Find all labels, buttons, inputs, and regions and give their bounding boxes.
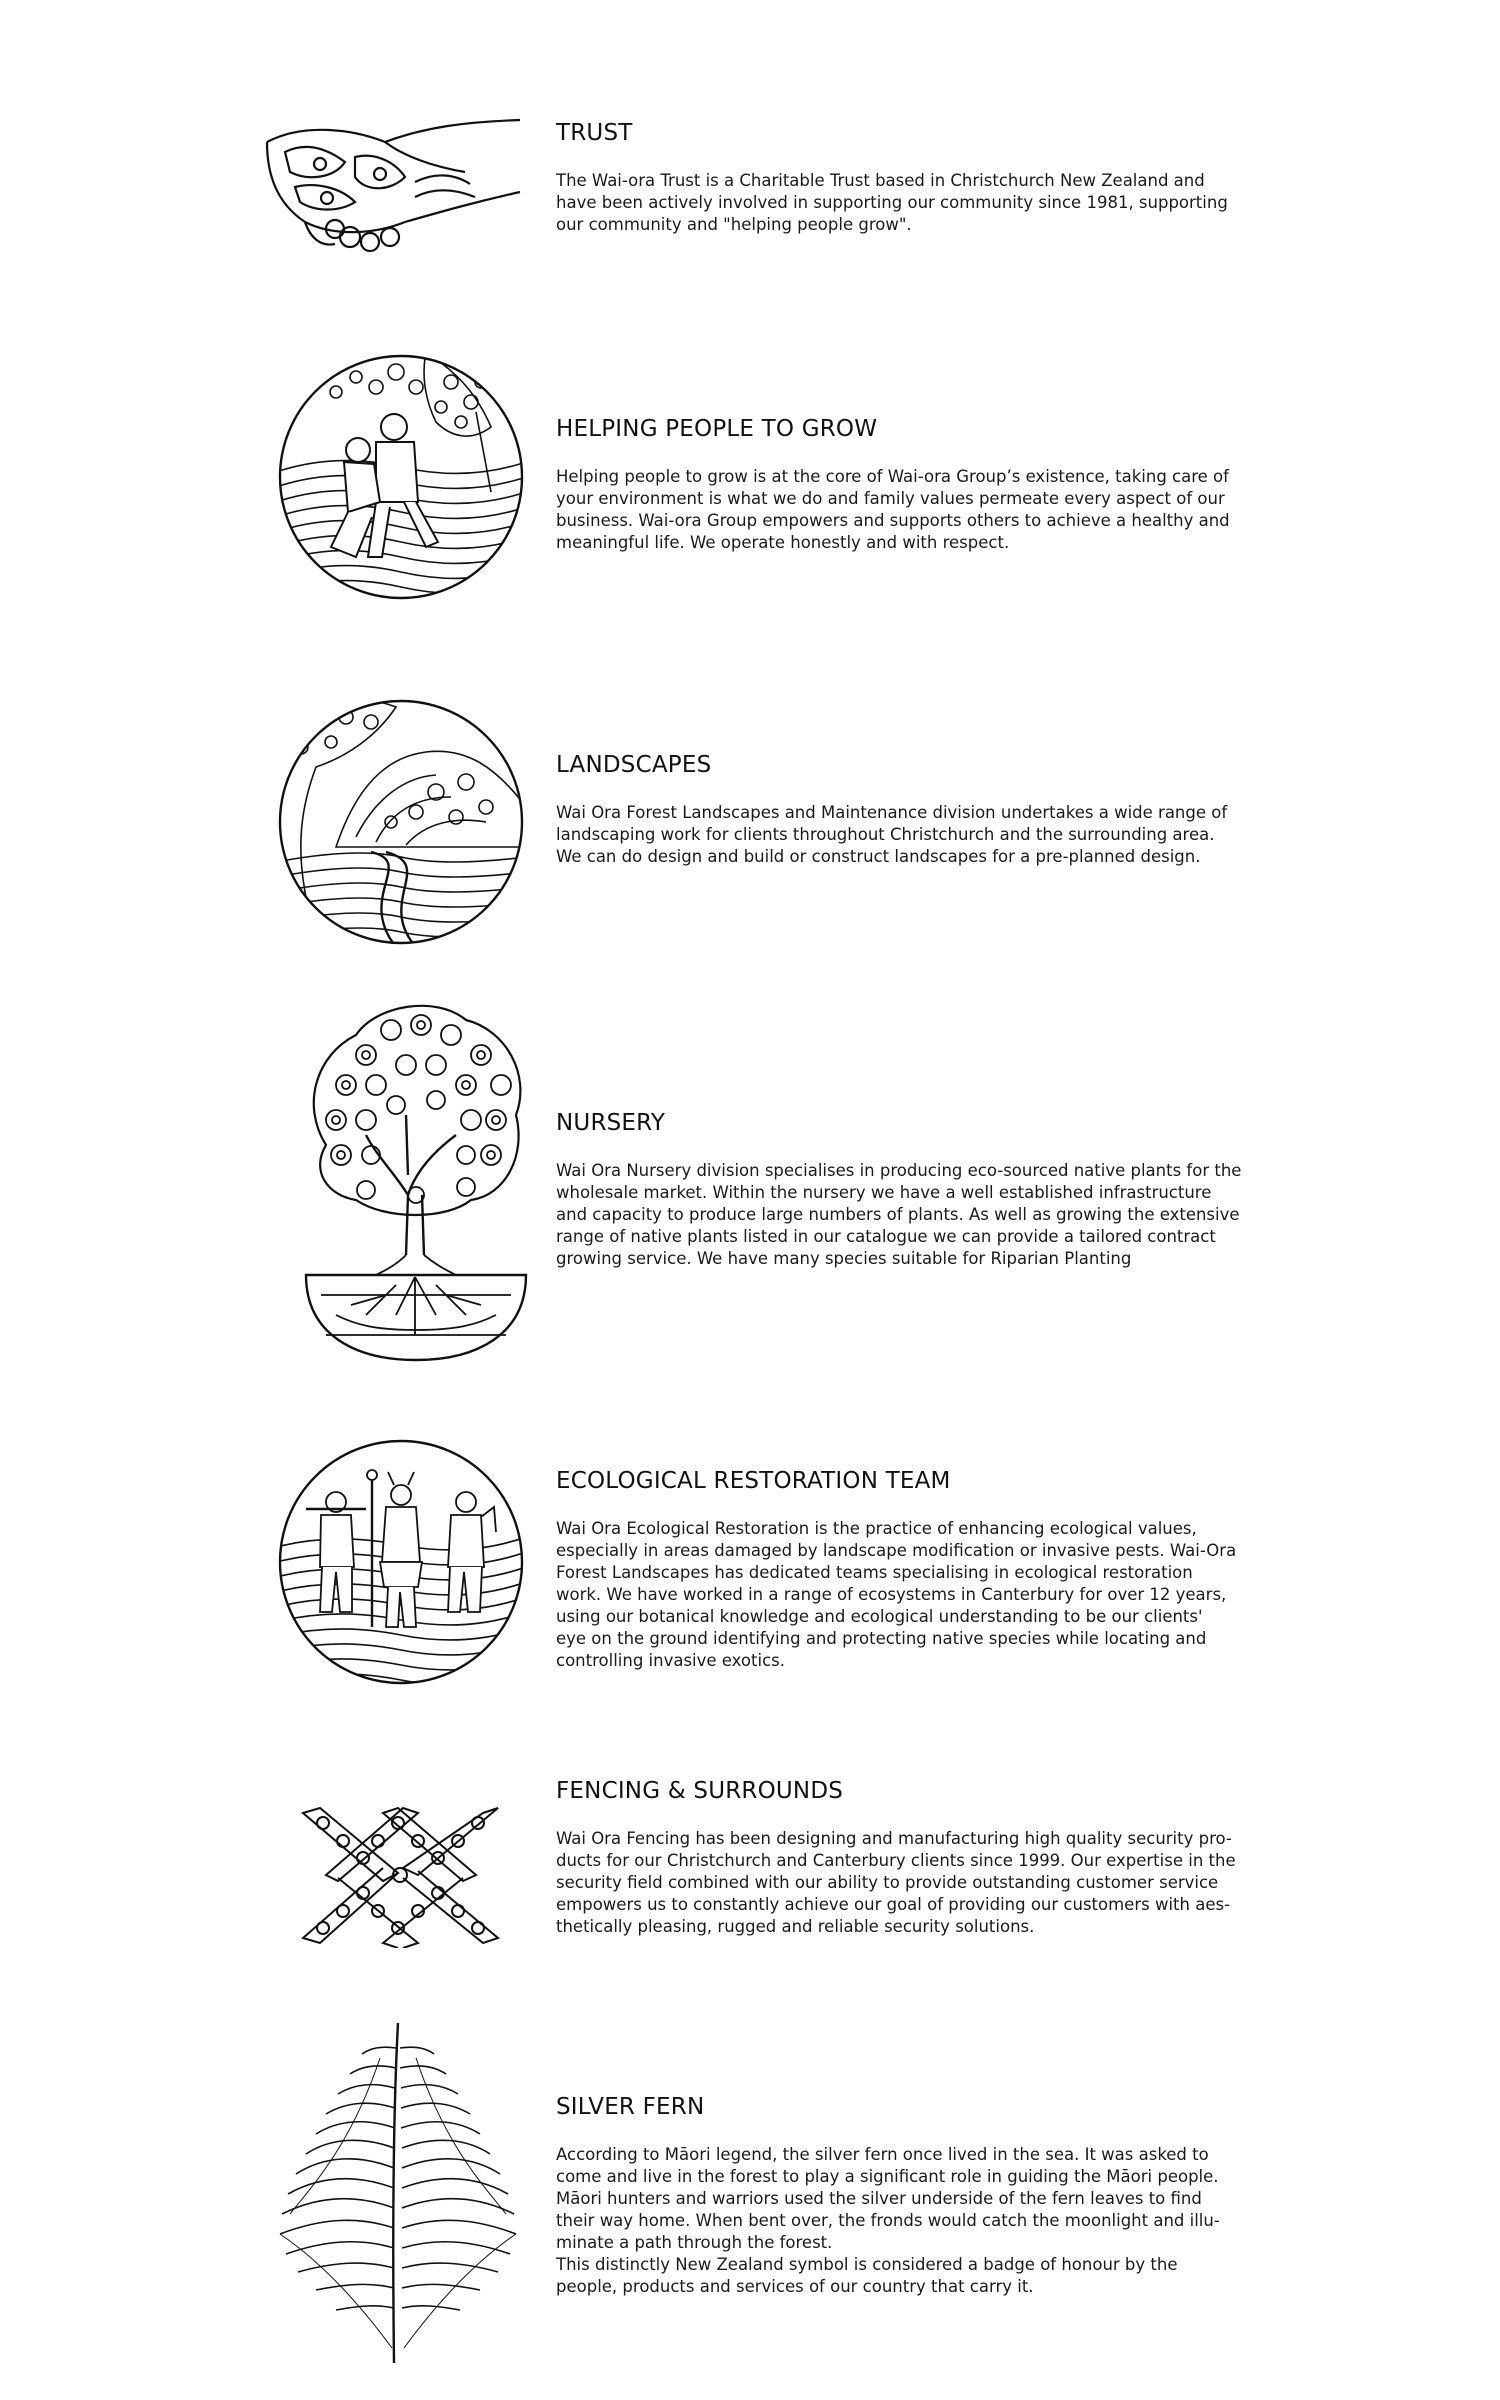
restoration-team-circle-icon xyxy=(276,1437,526,1687)
landscape-circle-icon xyxy=(276,697,526,947)
handshake-icon xyxy=(265,112,525,262)
landscapes-text xyxy=(556,752,1246,868)
silver-fern-text xyxy=(556,2094,1246,2298)
fence-pattern-icon xyxy=(298,1803,504,1948)
nursery-text xyxy=(556,1110,1246,1270)
ecological-restoration-text xyxy=(556,1468,1246,1672)
section-title: SILVER FERN xyxy=(556,2094,705,2120)
section-body: Wai Ora Nursery division specialises in producing eco-sourced native plants for the wholesale market. Within the nursery we have a well established infrastructure and capacity to produce large numbers of plants. As well as growing the extensive range of native plants listed in our catalogue we can provide a tailored contract growing service. We have many species suitable for Riparian Planting xyxy=(556,1160,1242,1268)
section-title: LANDSCAPES xyxy=(556,752,712,778)
section-body: Wai Ora Fencing has been designing and manufacturing high quality security pro- ducts for our Christchurch and Canterbury clients since 1999. Our expertise in the security field combined with our ability to provide outstanding customer service empowers us to constantly achieve our goal of providing our customers with aes- thetically pleasing, rugged and reliable security solutions. xyxy=(556,1828,1236,1936)
section-title: FENCING & SURROUNDS xyxy=(556,1778,844,1804)
section-body: Helping people to grow is at the core of Wai-ora Group’s existence, taking care of your environment is what we do and family values permeate every aspect of our business. Wai-ora Group empowers and supports others to achieve a healthy and meaningful life. We operate honestly and with respect. xyxy=(556,466,1230,552)
helping-people-text xyxy=(556,416,1246,554)
section-title: ECOLOGICAL RESTORATION TEAM xyxy=(556,1468,951,1494)
section-body: According to Māori legend, the silver fern once lived in the sea. It was asked to come and live in the forest to play a significant role in guiding the Māori people. Māori hunters and warriors used the silver underside of the fern leaves to find their way home. When bent over, the fronds would catch the moonlight and illu- minate a path through the forest. This distinctly New Zealand symbol is considered a badge of honour by the people, products and services of our country that carry it. xyxy=(556,2144,1220,2296)
section-title: TRUST xyxy=(556,120,633,146)
section-title: HELPING PEOPLE TO GROW xyxy=(556,416,878,442)
family-circle-icon xyxy=(276,352,526,602)
section-body: The Wai-ora Trust is a Charitable Trust based in Christchurch New Zealand and have been actively involved in supporting our community since 1981, supporting our community and "helping people grow". xyxy=(556,170,1228,234)
fencing-text xyxy=(556,1778,1246,1938)
section-body: Wai Ora Forest Landscapes and Maintenance division undertakes a wide range of landscaping work for clients throughout Christchurch and the surrounding area. We can do design and build or construct landscapes for a pre-planned design. xyxy=(556,802,1228,866)
tree-icon xyxy=(296,995,536,1365)
trust-text xyxy=(556,120,1246,236)
section-body: Wai Ora Ecological Restoration is the practice of enhancing ecological values, especially in areas damaged by landscape modification or invasive pests. Wai-Ora Forest Landscapes has dedicated teams specialising in ecological restoration work. We have worked in a range of ecosystems in Canterbury for over 12 years, using our botanical knowledge and ecological understanding to be our clients' eye on the ground identifying and protecting native species while locating and controlling invasive exotics. xyxy=(556,1518,1237,1670)
silver-fern-icon xyxy=(270,2018,526,2368)
section-title: NURSERY xyxy=(556,1110,666,1136)
